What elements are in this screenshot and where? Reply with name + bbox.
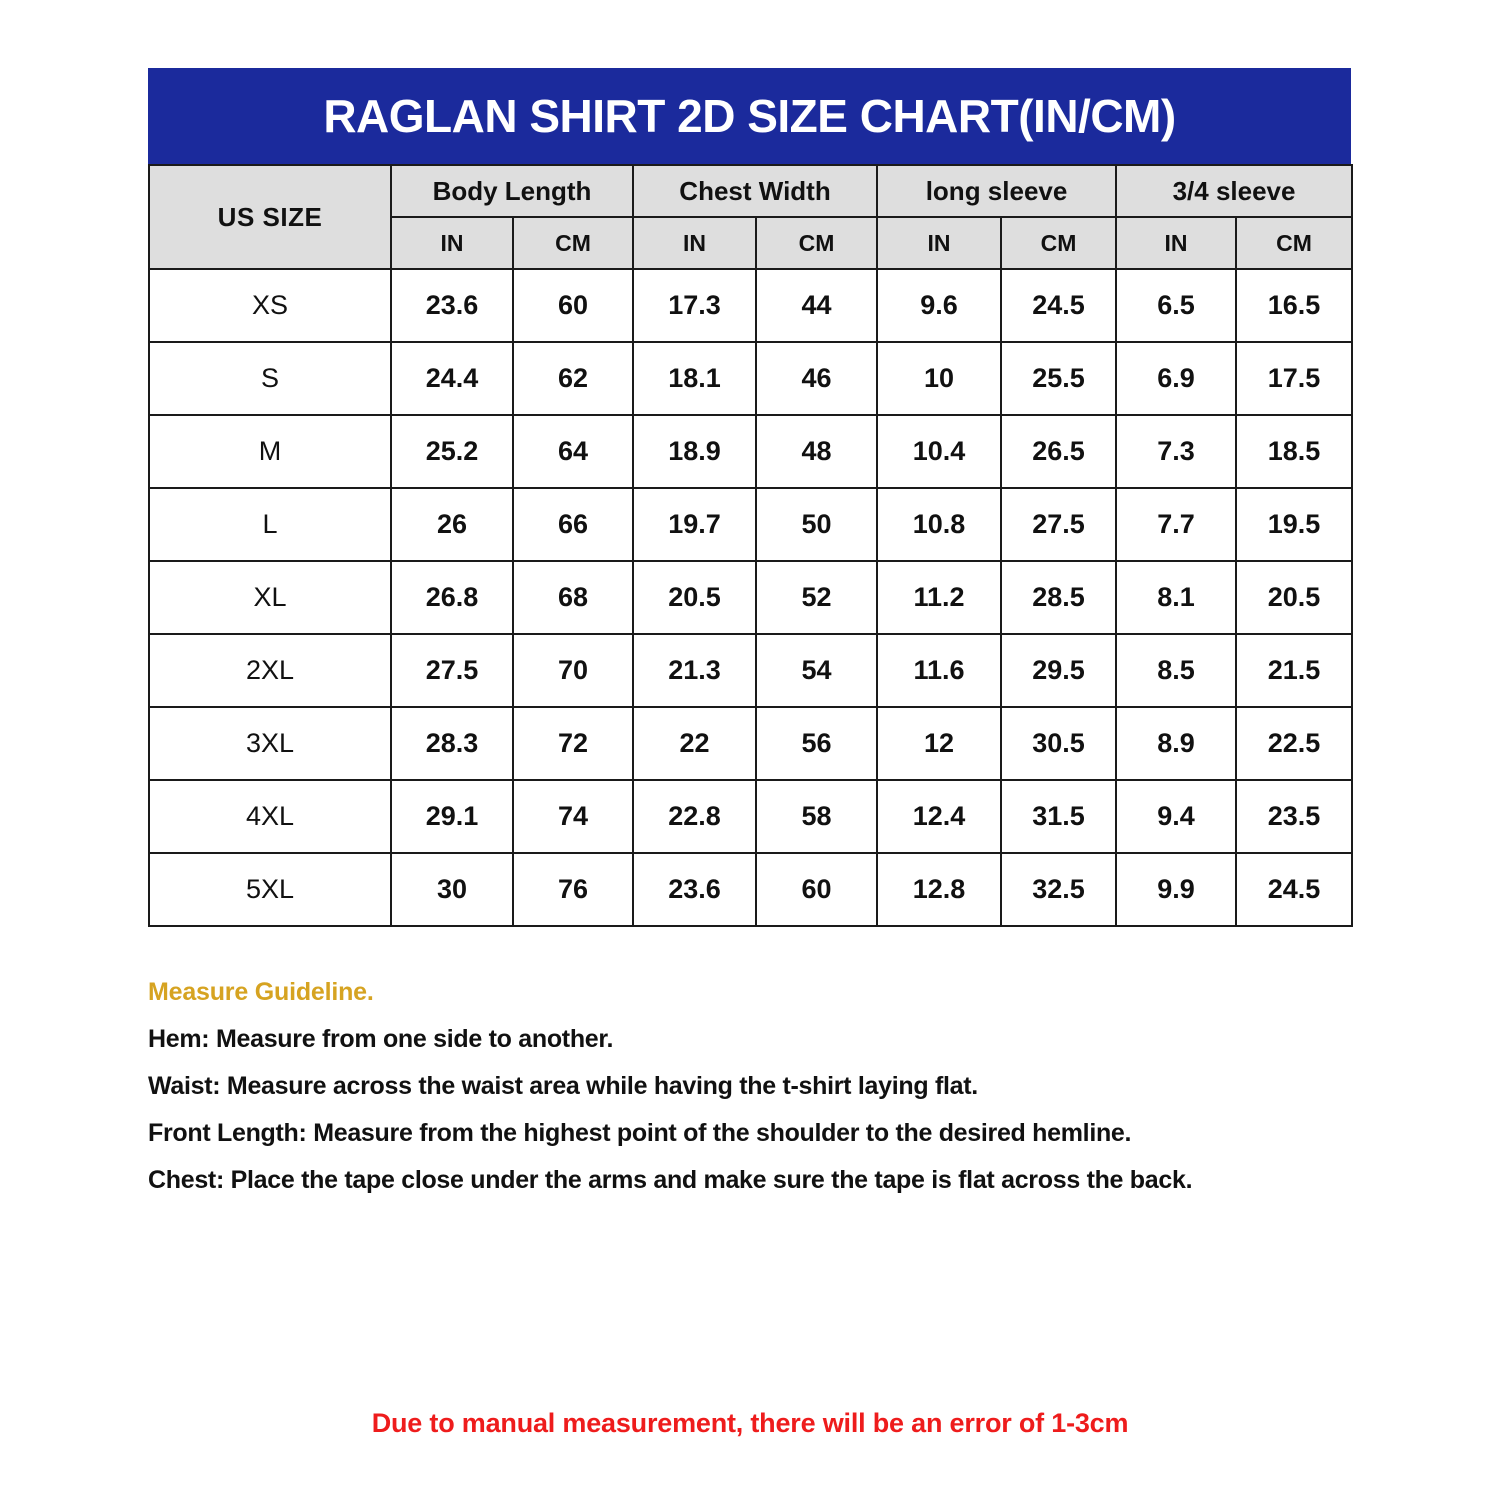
cell-body-length-in: 23.6 [391,269,513,342]
cell-long-sleeve-cm: 24.5 [1001,269,1116,342]
chart-title-bar: RAGLAN SHIRT 2D SIZE CHART(IN/CM) [148,68,1351,164]
cell-chest-width-in: 18.1 [633,342,756,415]
cell-chest-width-cm: 52 [756,561,877,634]
cell-chest-width-cm: 46 [756,342,877,415]
table-row [149,707,1352,780]
cell-chest-width-in: 22.8 [633,780,756,853]
measure-guideline-block [148,978,1388,1213]
cell-body-length-in: 28.3 [391,707,513,780]
table-row [149,415,1352,488]
table-row [149,780,1352,853]
cell-chest-width-cm: 48 [756,415,877,488]
table-row [149,634,1352,707]
cell-chest-width-cm: 58 [756,780,877,853]
cell-body-length-cm: 64 [513,415,633,488]
cell-chest-width-cm: 60 [756,853,877,926]
cell-body-length-cm: 62 [513,342,633,415]
unit-header-long-sleeve-cm: CM [1001,217,1116,269]
manual-measurement-disclaimer: Due to manual measurement, there will be an error of 1-3cm [371,1408,1129,1438]
size-chart-table [148,164,1353,927]
cell-long-sleeve-cm: 26.5 [1001,415,1116,488]
cell-chest-width-in: 21.3 [633,634,756,707]
unit-header-three-quarter-sleeve-in: IN [1116,217,1236,269]
guideline-item-hem [148,1025,1388,1054]
cell-body-length-cm: 68 [513,561,633,634]
unit-header-chest-width-in: IN [633,217,756,269]
guideline-label: Front Length [148,1119,299,1147]
cell-three-quarter-sleeve-in: 8.1 [1116,561,1236,634]
cell-long-sleeve-in: 10 [877,342,1001,415]
guideline-text: : Place the tape close under the arms and make sure the tape is flat across the back. [215,1166,1193,1194]
cell-three-quarter-sleeve-in: 8.5 [1116,634,1236,707]
cell-size: 5XL [149,853,391,926]
table-row [149,853,1352,926]
cell-size: XS [149,269,391,342]
column-group-three-quarter-sleeve: 3/4 sleeve [1116,165,1352,217]
cell-three-quarter-sleeve-cm: 16.5 [1236,269,1352,342]
size-chart-block [148,68,1351,927]
guideline-item-front-length [148,1119,1388,1148]
cell-long-sleeve-in: 10.8 [877,488,1001,561]
cell-size: M [149,415,391,488]
cell-three-quarter-sleeve-in: 8.9 [1116,707,1236,780]
guideline-label: Hem [148,1025,202,1053]
guideline-item-waist [148,1072,1388,1101]
unit-header-chest-width-cm: CM [756,217,877,269]
unit-header-long-sleeve-in: IN [877,217,1001,269]
cell-body-length-cm: 72 [513,707,633,780]
table-header-group-row [149,165,1352,217]
cell-long-sleeve-cm: 25.5 [1001,342,1116,415]
cell-chest-width-in: 19.7 [633,488,756,561]
column-header-us-size: US SIZE [149,165,391,269]
cell-body-length-cm: 74 [513,780,633,853]
table-row [149,561,1352,634]
cell-body-length-in: 26 [391,488,513,561]
cell-long-sleeve-in: 10.4 [877,415,1001,488]
table-head [149,165,1352,269]
guideline-text: : Measure across the waist area while having the t-shirt laying flat. [212,1072,978,1100]
cell-body-length-in: 27.5 [391,634,513,707]
cell-chest-width-in: 20.5 [633,561,756,634]
cell-three-quarter-sleeve-in: 9.4 [1116,780,1236,853]
cell-body-length-in: 25.2 [391,415,513,488]
guideline-label: Chest [148,1166,216,1194]
cell-three-quarter-sleeve-cm: 22.5 [1236,707,1352,780]
cell-three-quarter-sleeve-cm: 17.5 [1236,342,1352,415]
unit-header-body-length-in: IN [391,217,513,269]
table-row [149,269,1352,342]
cell-chest-width-cm: 50 [756,488,877,561]
cell-three-quarter-sleeve-cm: 21.5 [1236,634,1352,707]
cell-three-quarter-sleeve-cm: 23.5 [1236,780,1352,853]
cell-three-quarter-sleeve-cm: 19.5 [1236,488,1352,561]
column-group-long-sleeve: long sleeve [877,165,1116,217]
cell-long-sleeve-in: 12.8 [877,853,1001,926]
table-row [149,342,1352,415]
cell-body-length-cm: 60 [513,269,633,342]
cell-size: S [149,342,391,415]
cell-long-sleeve-in: 9.6 [877,269,1001,342]
cell-three-quarter-sleeve-in: 6.5 [1116,269,1236,342]
unit-header-three-quarter-sleeve-cm: CM [1236,217,1352,269]
cell-size: XL [149,561,391,634]
cell-chest-width-cm: 54 [756,634,877,707]
cell-three-quarter-sleeve-in: 7.3 [1116,415,1236,488]
cell-size: L [149,488,391,561]
cell-three-quarter-sleeve-cm: 18.5 [1236,415,1352,488]
cell-size: 2XL [149,634,391,707]
cell-long-sleeve-in: 11.2 [877,561,1001,634]
table-row [149,488,1352,561]
cell-three-quarter-sleeve-in: 9.9 [1116,853,1236,926]
cell-chest-width-in: 18.9 [633,415,756,488]
cell-body-length-in: 29.1 [391,780,513,853]
cell-size: 3XL [149,707,391,780]
cell-chest-width-in: 17.3 [633,269,756,342]
column-group-chest-width: Chest Width [633,165,877,217]
cell-body-length-in: 24.4 [391,342,513,415]
cell-long-sleeve-cm: 31.5 [1001,780,1116,853]
measure-guideline-title: Measure Guideline. [148,978,374,1006]
cell-size: 4XL [149,780,391,853]
guideline-label: Waist [148,1072,213,1100]
cell-three-quarter-sleeve-cm: 24.5 [1236,853,1352,926]
cell-chest-width-in: 22 [633,707,756,780]
cell-three-quarter-sleeve-in: 7.7 [1116,488,1236,561]
cell-long-sleeve-cm: 29.5 [1001,634,1116,707]
cell-body-length-in: 26.8 [391,561,513,634]
guideline-text: : Measure from one side to another. [201,1025,614,1053]
cell-long-sleeve-in: 12 [877,707,1001,780]
column-group-body-length: Body Length [391,165,633,217]
cell-long-sleeve-in: 11.6 [877,634,1001,707]
guideline-text: : Measure from the highest point of the shoulder to the desired hemline. [298,1119,1132,1147]
guideline-item-chest [148,1166,1388,1195]
cell-body-length-cm: 70 [513,634,633,707]
cell-chest-width-cm: 56 [756,707,877,780]
cell-chest-width-cm: 44 [756,269,877,342]
cell-long-sleeve-cm: 30.5 [1001,707,1116,780]
cell-three-quarter-sleeve-cm: 20.5 [1236,561,1352,634]
cell-body-length-cm: 76 [513,853,633,926]
table-body [149,269,1352,926]
cell-long-sleeve-cm: 32.5 [1001,853,1116,926]
cell-body-length-in: 30 [391,853,513,926]
cell-body-length-cm: 66 [513,488,633,561]
cell-chest-width-in: 23.6 [633,853,756,926]
unit-header-body-length-cm: CM [513,217,633,269]
cell-long-sleeve-cm: 27.5 [1001,488,1116,561]
cell-long-sleeve-cm: 28.5 [1001,561,1116,634]
cell-three-quarter-sleeve-in: 6.9 [1116,342,1236,415]
cell-long-sleeve-in: 12.4 [877,780,1001,853]
